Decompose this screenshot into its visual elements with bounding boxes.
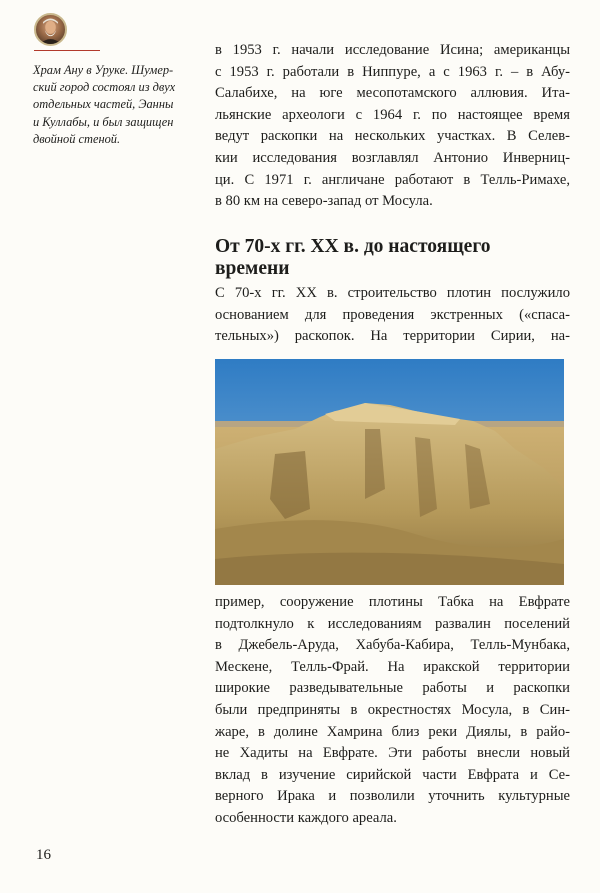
- heading-line: времени: [215, 258, 290, 279]
- text-line: в Джебель-Аруда, Хабуба-Кабира, Телль-Мунбака,: [215, 637, 570, 654]
- caption-line: двойной стеной.: [33, 131, 121, 146]
- caption-line: ский город состоял из двух: [33, 80, 176, 95]
- text-line: в 80 км на северо-запад от Мосула.: [215, 193, 433, 210]
- text-line: широкие разведывательные работы и раскопки: [215, 680, 570, 697]
- text-line: С 70-х гг. XX в. строительство плотин послужило: [215, 285, 570, 301]
- text-line: особенности каждого ареала.: [215, 809, 397, 826]
- text-line: были предприняты в окрестностях Мосула, в Син-: [215, 701, 570, 718]
- text-line: Мескене, Телль-Фрай. На иракской территории: [215, 658, 570, 675]
- text-line: в 1953 г. начали исследование Исина; американцы: [215, 42, 570, 58]
- photo-caption: [33, 62, 193, 148]
- temple-ruins-photo: [215, 359, 564, 585]
- section-heading: [215, 236, 570, 280]
- caption-line: Храм Ану в Уруке. Шумер-: [33, 63, 174, 77]
- text-line: жаре, в долине Хамрина близ реки Диялы, в райо-: [215, 723, 570, 740]
- text-line: вклад в изучение сирийской части Евфрата и Се-: [215, 766, 570, 783]
- text-line: верного Ирака и позволили уточнить культурные: [215, 788, 570, 805]
- paragraph-excavations: [215, 40, 570, 213]
- text-line: кии исследования возглавлял Антонио Инверниц-: [215, 149, 570, 166]
- margin-rule: [34, 50, 100, 51]
- text-line: подтолкнуло к исследованиям развалин поселений: [215, 615, 570, 632]
- paragraph-surveys: [215, 592, 570, 830]
- text-line: тельных») раскопок. На территории Сирии, на-: [215, 328, 570, 345]
- paragraph-dams: [215, 283, 570, 348]
- text-line: пример, сооружение плотины Табка на Евфрате: [215, 594, 570, 610]
- text-line: Салабихе, на юге месопотамского аллювия. Ита-: [215, 85, 570, 102]
- text-line: с 1953 г. работали в Ниппуре, а с 1963 г. – в Абу-: [215, 63, 570, 80]
- page-number: 16: [36, 847, 51, 863]
- heading-line: От 70-х гг. XX в. до настоящего: [215, 236, 491, 257]
- author-portrait: [34, 13, 67, 46]
- text-line: льянские археологи с 1964 г. по настоящее время: [215, 106, 570, 123]
- text-line: не Хадиты на Евфрате. Эти работы внесли новый: [215, 745, 570, 762]
- text-line: основанием для проведения экстренных («спаса-: [215, 306, 570, 323]
- text-line: ведут раскопки на нескольких участках. В Селев-: [215, 128, 570, 145]
- text-line: ци. С 1971 г. англичане работают в Телль-Римахе,: [215, 171, 570, 188]
- caption-line: отдельных частей, Эанны: [33, 97, 174, 112]
- caption-line: и Куллабы, и был защищен: [33, 114, 174, 129]
